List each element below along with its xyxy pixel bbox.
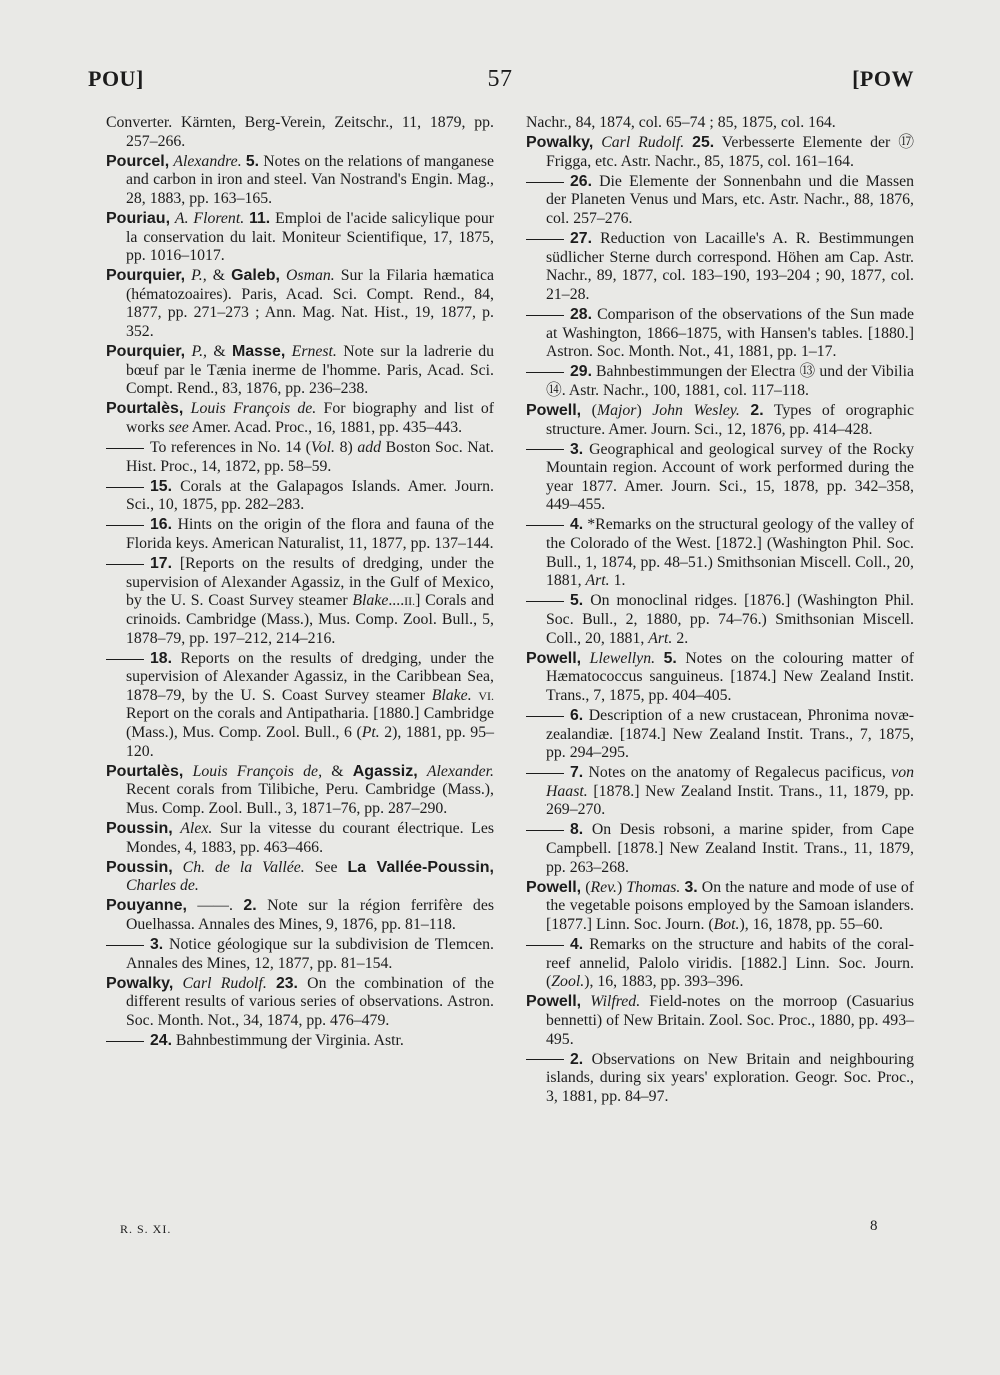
ditto-dash xyxy=(106,659,144,660)
entry-text: 8. On Desis robsoni, a marine spider, from Cape Campbell. [1878.] New Zealand Instit. Trans., 11, 1879, pp. 263–268. xyxy=(546,821,914,876)
running-head-right: [POW xyxy=(852,66,914,91)
bibliography-entry xyxy=(106,555,494,648)
ditto-dash xyxy=(526,773,564,774)
ditto-dash xyxy=(526,945,564,946)
right-column xyxy=(526,114,914,1108)
entry-text: Poussin, Ch. de la Vallée. See La Vallée-Poussin, Charles de. xyxy=(106,858,495,895)
bibliography-entry xyxy=(526,114,914,133)
entry-text: 16. Hints on the origin of the flora and fauna of the Florida keys. American Naturalist, 11, 1877, pp. 137–144. xyxy=(126,516,494,553)
bibliography-entry xyxy=(106,267,494,341)
entry-text: Nachr., 84, 1874, col. 65–74 ; 85, 1875, col. 164. xyxy=(526,114,836,131)
bibliography-entry xyxy=(526,306,914,362)
bibliography-entry xyxy=(526,441,914,515)
bibliography-entry xyxy=(106,400,494,437)
entry-text: Powell, Llewellyn. 5. Notes on the colouring matter of Hæmatococcus sanguineus. [1874.] New Zealand Instit. Trans., 7, 1875, pp. 404–405. xyxy=(526,649,915,704)
ditto-dash xyxy=(526,601,564,602)
bibliography-entry xyxy=(526,936,914,992)
entry-text: 5. On monoclinal ridges. [1876.] (Washington Phil. Soc. Bull., 2, 1880, pp. 74–76.) Smithsonian Miscell. Coll., 20, 1881, Art. 2. xyxy=(546,592,914,647)
bibliography-entry xyxy=(526,650,914,706)
entry-text: 4. *Remarks on the structural geology of the valley of the Colorado of the West. [1872.] (Washington Phil. Soc. Bull., 1, 1874, pp. 48–51.) Smithsonian Miscell. Coll., 20, 1881, Art. 1. xyxy=(546,516,914,590)
bibliography-entry xyxy=(526,402,914,439)
ditto-dash xyxy=(526,1059,564,1060)
bibliography-entry xyxy=(526,134,914,171)
entry-text: 27. Reduction von Lacaille's A. R. Bestimmungen südlicher Sterne durch correspond. Höhen am Cap. Astr. Nachr., 89, 1877, col. 183–190, 193–204 ; 90, 1877, col. 21–28. xyxy=(546,230,914,303)
bibliography-entry xyxy=(106,820,494,857)
entry-text: 15. Corals at the Galapagos Islands. Amer. Journ. Sci., 10, 1875, pp. 282–283. xyxy=(126,477,494,514)
entry-text: 17. [Reports on the results of dredging, under the supervision of Alexander Agassiz, in the Gulf of Mexico, by the U. S. Coast Survey steamer Blake....II.] Corals and crinoids. Cambridge (Mass.), Mus. Comp. Zool. Bull., 5, 1878–79, pp. 197–212, 214–216. xyxy=(126,555,494,647)
bibliography-entry xyxy=(106,516,494,553)
bibliography-entry xyxy=(526,173,914,229)
bibliography-entry xyxy=(106,763,494,819)
signature-mark: R. S. XI. xyxy=(120,1222,172,1236)
bibliography-entry xyxy=(106,478,494,515)
bibliography-entry xyxy=(106,439,494,476)
entry-text: Converter. Kärnten, Berg-Verein, Zeitschr., 11, 1879, pp. 257–266. xyxy=(106,114,494,150)
bibliography-entry xyxy=(106,975,494,1031)
entry-text: 29. Bahnbestimmungen der Electra ⑬ und der Vibilia ⑭. Astr. Nachr., 100, 1881, col. 117–118. xyxy=(546,363,914,399)
running-head-left: POU] xyxy=(88,66,144,91)
entry-text: Pouriau, A. Florent. 11. Emploi de l'acide salicylique pour la conservation du lait. Moniteur Scientifique, 17, 1875, pp. 1016–1017. xyxy=(106,209,495,265)
ditto-dash xyxy=(106,1041,144,1042)
entry-text: 7. Notes on the anatomy of Regalecus pacificus, von Haast. [1878.] New Zealand Instit. Trans., 11, 1879, pp. 269–270. xyxy=(546,764,914,819)
entry-text: Powell, Wilfred. Field-notes on the morroop (Casuarius bennetti) of New Britain. Zool. Soc. Proc., 1880, pp. 493–495. xyxy=(526,993,915,1048)
entry-text: Pourtalès, Louis François de, & Agassiz, Alexander. Recent corals from Tilibiche, Peru. Cambridge (Mass.), Mus. Comp. Zool. Bull., 3, 1871–76, pp. 287–290. xyxy=(106,762,495,817)
bibliography-entry xyxy=(106,210,494,266)
bibliography-entry xyxy=(106,153,494,209)
entry-text: Poussin, Alex. Sur la vitesse du courant électrique. Les Mondes, 4, 1883, pp. 463–466. xyxy=(106,819,494,856)
left-column xyxy=(106,114,494,1052)
entry-text: 4. Remarks on the structure and habits of the coral-reef annelid, Palolo viridis. [1882.] Linn. Soc. Journ. (Zool.), 16, 1883, pp. 393–396. xyxy=(546,936,914,991)
entry-text: To references in No. 14 (Vol. 8) add Boston Soc. Nat. Hist. Proc., 14, 1872, pp. 58–59. xyxy=(126,439,494,475)
entry-text: 28. Comparison of the observations of the Sun made at Washington, 1866–1875, with Hansen's tables. [1880.] Astron. Soc. Month. Not., 41, 1881, pp. 1–17. xyxy=(546,305,914,361)
ditto-dash xyxy=(106,564,144,565)
ditto-dash xyxy=(106,448,144,449)
bibliography-entry xyxy=(526,879,914,935)
bibliography-entry xyxy=(526,592,914,648)
ditto-dash xyxy=(106,487,144,488)
entry-text: Pourtalès, Louis François de. For biography and list of works see Amer. Acad. Proc., 16, 1881, pp. 435–443. xyxy=(106,400,494,436)
entry-text: Powell, (Major) John Wesley. 2. Types of orographic structure. Amer. Journ. Sci., 12, 1876, pp. 414–428. xyxy=(526,401,915,438)
entry-text: Powell, (Rev.) Thomas. 3. On the nature and mode of use of the vegetable poisons employed by the Samoan islanders. [1877.] Linn. Soc. Journ. (Bot.), 16, 1878, pp. 55–60. xyxy=(526,878,914,933)
ditto-dash xyxy=(526,525,564,526)
ditto-dash xyxy=(526,716,564,717)
entry-text: Pourquier, P., & Masse, Ernest. Note sur la ladrerie du bœuf par le Tænia inerme de l'homme. Paris, Acad. Sci. Compt. Rend., 83, 1876, pp. 236–238. xyxy=(106,343,494,398)
entry-text: 2. Observations on New Britain and neighbouring islands, during six years' exploration. Geogr. Soc. Proc., 3, 1881, pp. 84–97. xyxy=(546,1050,914,1105)
ditto-dash xyxy=(526,182,564,183)
bibliography-entry xyxy=(526,1051,914,1107)
entry-text: 24. Bahnbestimmung der Virginia. Astr. xyxy=(150,1032,404,1049)
bibliography-entry xyxy=(526,516,914,590)
gathering-number: 8 xyxy=(870,1218,878,1234)
bibliography-entry xyxy=(526,707,914,763)
ditto-dash xyxy=(526,830,564,831)
entry-text: 6. Description of a new crustacean, Phronima novæ-zealandiæ. [1874.] New Zealand Instit. Trans., 7, 1875, pp. 294–295. xyxy=(546,706,914,762)
bibliography-entry xyxy=(106,1032,494,1051)
ditto-dash xyxy=(526,239,564,240)
entry-text: Powalky, Carl Rudolf. 25. Verbesserte Elemente der ⑰ Frigga, etc. Astr. Nachr., 85, 1875, col. 161–164. xyxy=(526,134,914,170)
bibliography-entry xyxy=(106,936,494,973)
ditto-dash xyxy=(526,315,564,316)
page-number: 57 xyxy=(487,66,513,92)
bibliography-entry xyxy=(106,650,494,762)
entry-text: Powalky, Carl Rudolf. 23. On the combination of the different results of various series of observations. Astron. Soc. Month. Not., 34, 1874, pp. 476–479. xyxy=(106,974,495,1029)
ditto-dash xyxy=(526,372,564,373)
bibliography-entry xyxy=(526,821,914,877)
bibliography-entry xyxy=(106,897,494,934)
ditto-dash xyxy=(526,449,564,450)
entry-text: 3. Notice géologique sur la subdivision de Tlemcen. Annales des Mines, 12, 1877, pp. 81–154. xyxy=(126,936,494,972)
bibliography-entry xyxy=(526,230,914,304)
entry-text: Pourquier, P., & Galeb, Osman. Sur la Filaria hæmatica (hématozoaires). Paris, Acad. Sci. Compt. Rend., 84, 1877, pp. 271–273 ; Ann. Mag. Nat. Hist., 19, 1877, p. 352. xyxy=(106,267,495,341)
bibliography-entry xyxy=(526,764,914,820)
bibliography-entry xyxy=(526,993,914,1049)
entry-text: 3. Geographical and geological survey of the Rocky Mountain region. Account of work performed during the year 1877. Amer. Journ. Sci., 15, 1878, pp. 342–358, 449–455. xyxy=(546,440,914,514)
bibliography-entry xyxy=(106,343,494,399)
ditto-dash xyxy=(106,525,144,526)
entry-text: Pourcel, Alexandre. 5. Notes on the relations of manganese and carbon in iron and steel. Van Nostrand's Engin. Mag., 28, 1883, pp. 163–165. xyxy=(106,152,495,207)
entry-text: 26. Die Elemente der Sonnenbahn und die Massen der Planeten Venus und Mars, etc. Astr. Nachr., 88, 1876, col. 257–276. xyxy=(546,172,914,227)
bibliography-entry xyxy=(106,859,494,896)
bibliography-entry xyxy=(526,363,914,400)
entry-text: 18. Reports on the results of dredging, under the supervision of Alexander Agassiz, in the Caribbean Sea, 1878–79, by the U. S. Coast Survey steamer Blake. VI. Report on the corals and Antipatharia. [1880.] Cambridge (Mass.), Mus. Comp. Zool. Bull., 6 (Pt. 2), 1881, pp. 95–120. xyxy=(126,649,495,760)
entry-text: Pouyanne, ——. 2. Note sur la région ferrifère des Ouelhassa. Annales des Mines, 9, 1876, pp. 81–118. xyxy=(106,897,494,933)
bibliography-entry xyxy=(106,114,494,151)
ditto-dash xyxy=(106,945,144,946)
